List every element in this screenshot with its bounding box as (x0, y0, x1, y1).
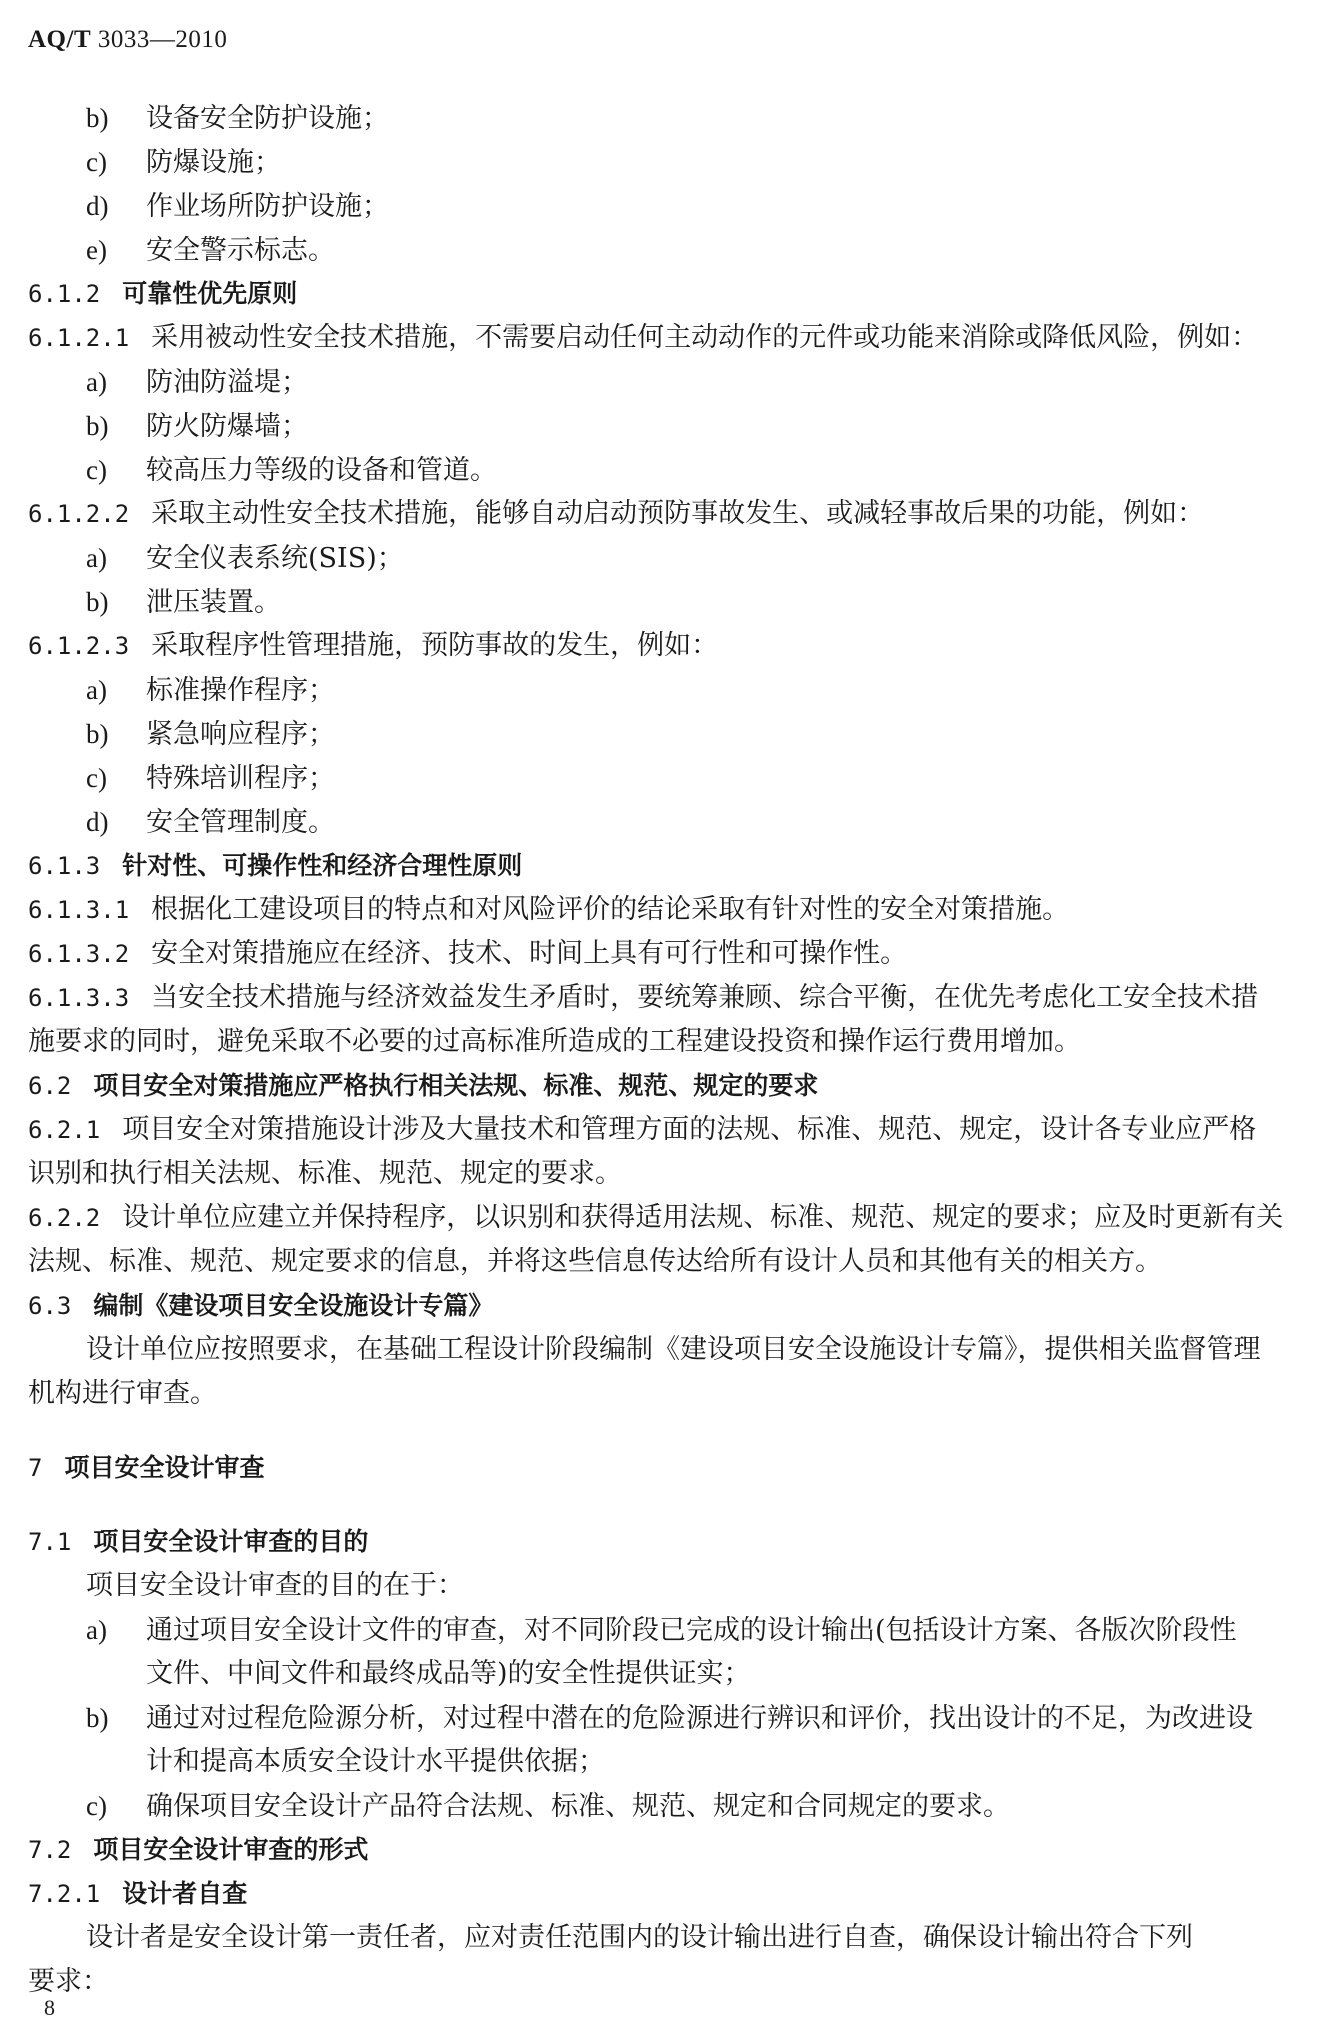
section-heading-6-1-2: 6.1.2 可靠性优先原则 (28, 279, 298, 308)
list-item: b) 紧急响应程序； (86, 719, 335, 750)
list-item: b) 泄压装置。 (86, 587, 281, 618)
standard-code: AQ/T (28, 26, 92, 53)
section-heading-6-1-3: 6.1.3 针对性、可操作性和经济合理性原则 (28, 851, 523, 880)
list-item: a) 通过项目安全设计文件的审查，对不同阶段已完成的设计输出(包括设计方案、各版次阶段性 (86, 1615, 1237, 1646)
list-item: b) 设备安全防护设施； (86, 103, 389, 134)
clause-6-1-3-2: 6.1.3.2 安全对策措施应在经济、技术、时间上具有可行性和可操作性。 (28, 938, 908, 969)
list-item: c) 较高压力等级的设备和管道。 (86, 455, 497, 486)
paragraph-7-1: 项目安全设计审查的目的在于： (86, 1570, 464, 1601)
list-item: b) 通过对过程危险源分析，对过程中潜在的危险源进行辨识和评价，找出设计的不足，为改进设 (86, 1703, 1253, 1734)
list-item: d) 安全管理制度。 (86, 807, 335, 838)
list-item: d) 作业场所防护设施； (86, 191, 389, 222)
document-body (28, 96, 1310, 2004)
page-number: 8 (44, 1995, 55, 2020)
clause-6-1-3-3: 6.1.3.3 当安全技术措施与经济效益发生矛盾时，要统筹兼顾、综合平衡，在优先考虑化工安全技术措 (28, 982, 1259, 1013)
standard-number: 3033—2010 (97, 26, 228, 53)
clause-6-1-2-1: 6.1.2.1 采用被动性安全技术措施，不需要启动任何主动动作的元件或功能来消除或降低风险，例如： (28, 322, 1259, 353)
paragraph-7-2-1: 设计者是安全设计第一责任者，应对责任范围内的设计输出进行自查，确保设计输出符合下列 (86, 1922, 1193, 1953)
list-item: a) 标准操作程序； (86, 675, 335, 706)
clause-6-1-3-1: 6.1.3.1 根据化工建设项目的特点和对风险评价的结论采取有针对性的安全对策措施。 (28, 894, 1070, 925)
list-item: c) 确保项目安全设计产品符合法规、标准、规范、规定和合同规定的要求。 (86, 1791, 1010, 1822)
list-item: e) 安全警示标志。 (86, 235, 335, 266)
section-heading-6-3: 6.3 编制《建设项目安全设施设计专篇》 (28, 1291, 494, 1320)
list-item: c) 特殊培训程序； (86, 763, 335, 794)
list-item: a) 防油防溢堤； (86, 367, 308, 398)
clause-6-2-2-cont: 法规、标准、规范、规定要求的信息，并将这些信息传达给所有设计人员和其他有关的相关方。 (28, 1246, 1162, 1277)
section-heading-7-2-1: 7.2.1 设计者自查 (28, 1879, 248, 1908)
clause-6-1-2-3: 6.1.2.3 采取程序性管理措施，预防事故的发生，例如： (28, 630, 719, 661)
list-item: b) 防火防爆墙； (86, 411, 308, 442)
standard-header (28, 26, 227, 54)
section-heading-6-2: 6.2 项目安全对策措施应严格执行相关法规、标准、规范、规定的要求 (28, 1071, 819, 1100)
paragraph-6-3: 设计单位应按照要求，在基础工程设计阶段编制《建设项目安全设施设计专篇》，提供相关监督管理 (86, 1334, 1261, 1365)
clause-6-2-2: 6.2.2 设计单位应建立并保持程序，以识别和获得适用法规、标准、规范、规定的要求；应及时更新有关 (28, 1202, 1284, 1233)
paragraph-7-2-1-cont: 要求： (28, 1966, 109, 1997)
clause-6-1-2-2: 6.1.2.2 采取主动性安全技术措施，能够自动启动预防事故发生、或减轻事故后果的功能，例如： (28, 498, 1205, 529)
clause-6-2-1-cont: 识别和执行相关法规、标准、规范、规定的要求。 (28, 1158, 622, 1189)
section-heading-7-1: 7.1 项目安全设计审查的目的 (28, 1527, 369, 1556)
chapter-heading-7: 7 项目安全设计审查 (28, 1453, 265, 1482)
clause-6-2-1: 6.2.1 项目安全对策措施设计涉及大量技术和管理方面的法规、标准、规范、规定，设计各专业应严格 (28, 1114, 1257, 1145)
clause-6-1-3-3-cont: 施要求的同时，避免采取不必要的过高标准所造成的工程建设投资和操作运行费用增加。 (28, 1026, 1081, 1057)
list-item: a) 安全仪表系统(SIS)； (86, 543, 404, 574)
list-item-cont: 计和提高本质安全设计水平提供依据； (146, 1746, 605, 1777)
paragraph-6-3-cont: 机构进行审查。 (28, 1378, 217, 1409)
section-heading-7-2: 7.2 项目安全设计审查的形式 (28, 1835, 369, 1864)
list-item: c) 防爆设施； (86, 147, 281, 178)
list-item-cont: 文件、中间文件和最终成品等)的安全性提供证实； (146, 1658, 751, 1689)
